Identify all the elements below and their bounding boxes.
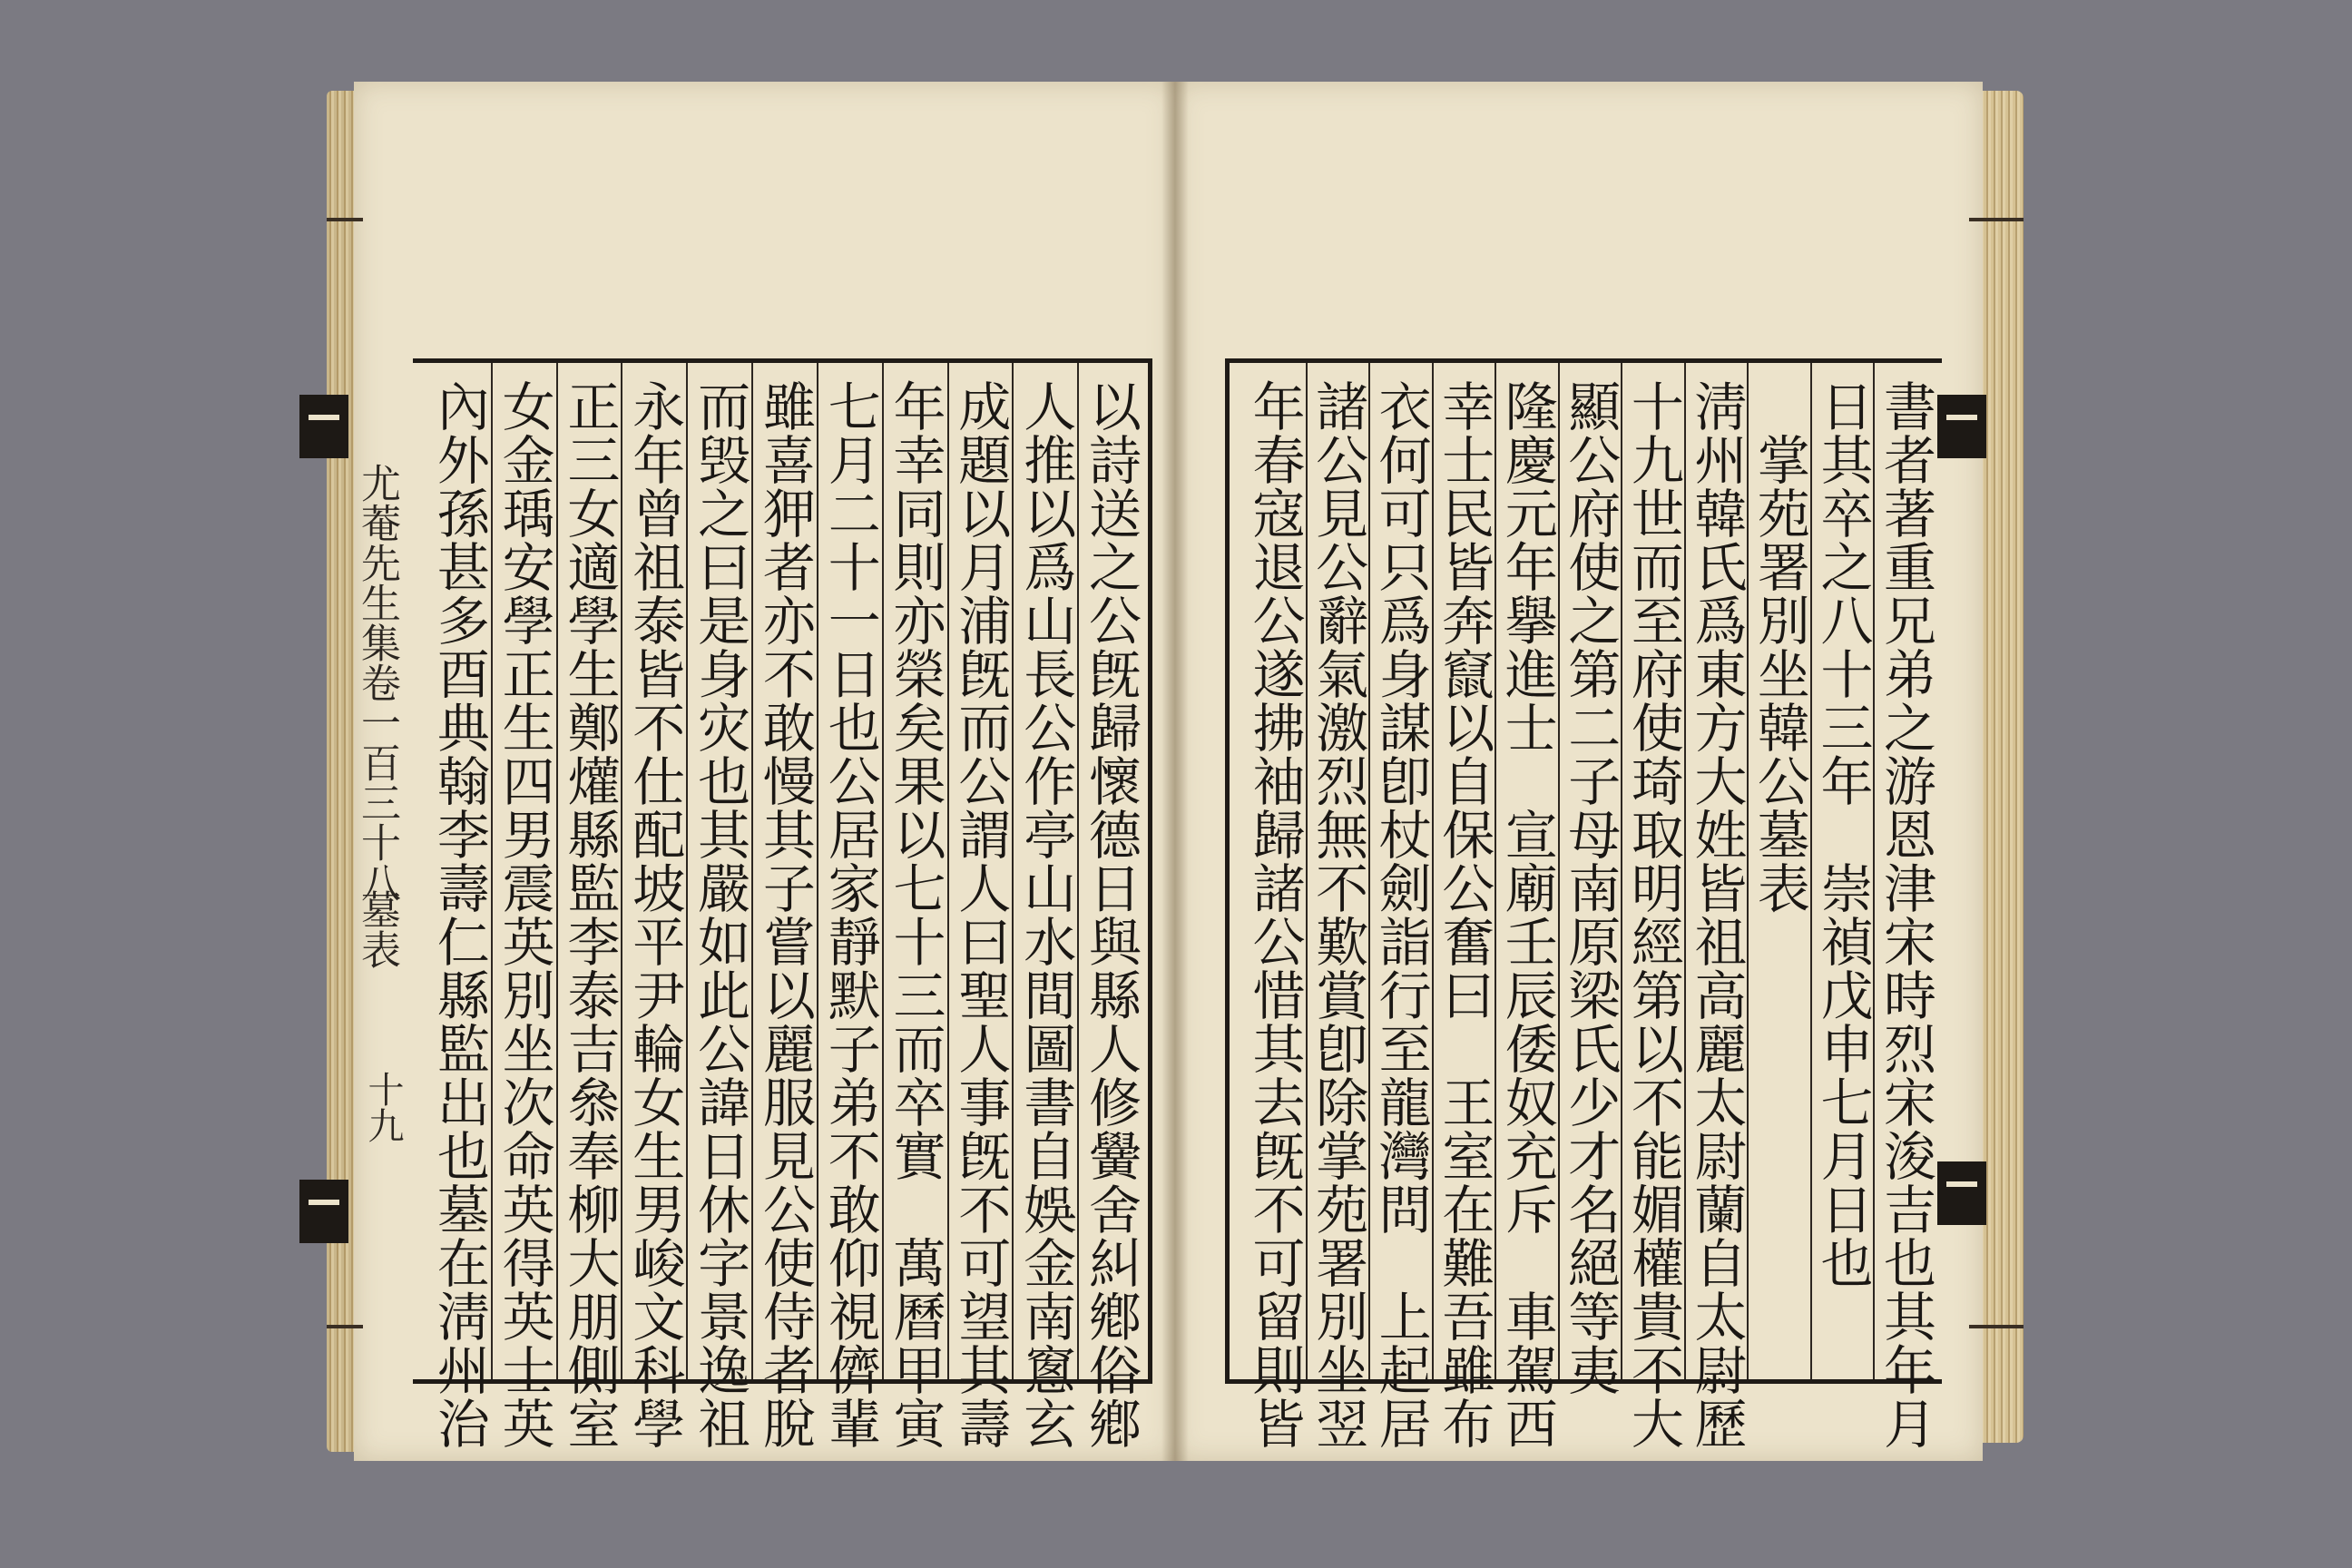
fish-tail-mark-bottom [299, 1180, 348, 1243]
text-column: 女金瑀安學正生四男震英別坐次命英得英士英 [493, 379, 555, 1450]
folio-number: 十九 [362, 1071, 404, 1143]
column-rule [1368, 363, 1370, 1379]
margin-section-title: 墓表 [354, 889, 400, 969]
text-column: 以詩送之公旣歸懷德日與縣人修黌舍糾鄕俗鄕 [1080, 379, 1142, 1450]
text-column: 而毁之曰是身灾也其嚴如此公諱日休字景逸祖 [689, 379, 751, 1450]
text-column: 永年曾祖泰皆不仕配坡平尹輪女生男峻文科學 [623, 379, 686, 1450]
text-column: 年春寇退公遂拂袖歸諸公惜其去旣不可留則皆 [1243, 379, 1306, 1450]
column-rule [1558, 363, 1560, 1379]
column-rule [1306, 363, 1308, 1379]
column-rule [1747, 363, 1749, 1379]
text-column: 年幸同則亦榮矣果以七十三而卒實 萬曆甲寅 [884, 379, 946, 1450]
text-column: 諸公見公辭氣激烈無不歎賞卽除掌苑署別坐翌 [1307, 379, 1369, 1450]
text-column: 隆慶元年擧進士 宣廟壬辰倭奴充斥 車駕西 [1495, 379, 1558, 1450]
fish-tail-mark-top-right [1937, 395, 1986, 458]
column-rule [817, 363, 818, 1379]
column-rule [947, 363, 949, 1379]
column-rule [1684, 363, 1686, 1379]
binding-thread [327, 218, 363, 221]
column-rule [1077, 363, 1079, 1379]
text-column: 內外孫甚多酉典翰李壽仁縣監出也墓在淸州治 [427, 379, 490, 1450]
column-rule [1621, 363, 1622, 1379]
column-rule [686, 363, 688, 1379]
fish-tail-mark-top [299, 395, 348, 458]
binding-thread [1969, 1325, 2024, 1328]
column-rule [556, 363, 558, 1379]
text-column: 掌苑署別坐韓公墓表 [1748, 379, 1810, 915]
column-rule [491, 363, 493, 1379]
text-column: 正三女適學生鄭爟縣監李泰吉叅奉柳大朋側室 [558, 379, 621, 1450]
text-column: 日其卒之八十三年 崇禎戊申七月日也 [1811, 379, 1874, 1289]
text-column: 書者著重兄弟之游恩津宋時烈宋浚吉也其年月 [1875, 379, 1936, 1450]
column-rule [751, 363, 753, 1379]
text-column: 顯公府使之第二子母南原梁氏少才名絕等夷 [1559, 379, 1622, 1396]
text-column: 衣何可只爲身謀卽杖劍詣行至龍灣問 上起居 [1369, 379, 1432, 1450]
text-column: 人推以爲山長公作亭山水間圖書自娛金南窻玄 [1014, 379, 1077, 1450]
column-rule [1873, 363, 1875, 1379]
right-text-frame [1225, 358, 1942, 1450]
column-rule [621, 363, 622, 1379]
text-column: 幸士民皆奔竄以自保公奮曰 王室在難吾雖布 [1433, 379, 1495, 1450]
text-column: 成題以月浦旣而公謂人曰聖人事旣不可望其壽 [949, 379, 1012, 1450]
column-rule [882, 363, 884, 1379]
book-gutter [1161, 82, 1189, 1461]
text-column: 七月二十一日也公居家靜默子弟不敢仰視儕輩 [818, 379, 881, 1450]
margin-book-title: 尤菴先生集卷一百三十八 [354, 463, 400, 902]
column-rule [1810, 363, 1812, 1379]
text-column: 雖喜狎者亦不敢慢其子嘗以麗服見公使侍者脫 [753, 379, 816, 1450]
column-rule [1494, 363, 1496, 1379]
text-column: 淸州韓氏爲東方大姓皆祖高麗太尉蘭自太尉歷 [1685, 379, 1748, 1450]
binding-thread [327, 1325, 363, 1328]
text-column: 十九世而至府使琦取明經第以不能媚權貴不大 [1622, 379, 1684, 1450]
column-rule [1432, 363, 1434, 1379]
left-text-frame [413, 358, 1152, 1450]
open-book [327, 73, 2024, 1470]
binding-thread [1969, 218, 2024, 221]
column-rule [1012, 363, 1014, 1379]
fish-tail-mark-bottom-right [1937, 1161, 1986, 1225]
